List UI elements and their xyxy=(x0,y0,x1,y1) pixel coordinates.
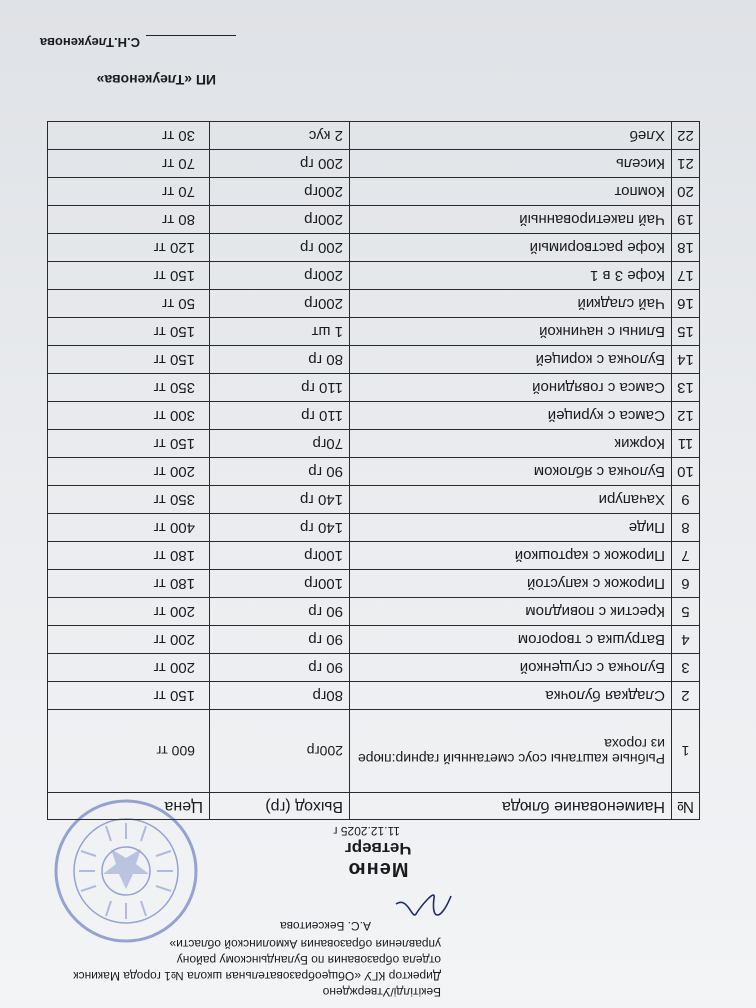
row-number: 5 xyxy=(672,598,700,626)
row-number: 1 xyxy=(672,710,700,793)
table-row xyxy=(48,430,700,458)
dish-name: Самса с курицей xyxy=(350,402,672,430)
dish-price: 150 тг xyxy=(48,346,210,374)
header-number: № xyxy=(672,793,700,820)
dish-weight: 200гр xyxy=(210,710,350,793)
approval-heading: Бекітілді/Утверждено xyxy=(322,985,441,999)
table-row xyxy=(48,626,700,654)
signature-blank xyxy=(146,35,236,36)
dish-price: 400 тг xyxy=(48,514,210,542)
dish-price: 120 тг xyxy=(48,234,210,262)
approval-administration: управления образования Акмолинской области» xyxy=(169,937,441,951)
dish-name: Пирожок с картошкой xyxy=(350,542,672,570)
row-number: 12 xyxy=(672,402,700,430)
dish-weight: 200гр xyxy=(210,178,350,206)
dish-name: Рыбные каштаны соус сметанный гарнир:пюре из гороха xyxy=(350,710,672,793)
signature-scribble-icon xyxy=(386,886,456,926)
dish-weight: 140 гр xyxy=(210,514,350,542)
table-row xyxy=(48,346,700,374)
row-number: 11 xyxy=(672,430,700,458)
dish-weight: 110 гр xyxy=(210,374,350,402)
dish-name: Булочка с корицей xyxy=(350,346,672,374)
row-number: 16 xyxy=(672,290,700,318)
dish-name: Хачапури xyxy=(350,486,672,514)
dish-weight: 100гр xyxy=(210,570,350,598)
row-number: 14 xyxy=(672,346,700,374)
dish-name: Крестик с повидлом xyxy=(350,598,672,626)
table-row xyxy=(48,122,700,150)
row-number: 7 xyxy=(672,542,700,570)
dish-price: 350 тг xyxy=(48,374,210,402)
menu-day: Четверг xyxy=(344,839,412,858)
table-row xyxy=(48,178,700,206)
table-row xyxy=(48,374,700,402)
row-number: 6 xyxy=(672,570,700,598)
dish-weight: 80гр xyxy=(210,682,350,710)
dish-price: 150 тг xyxy=(48,318,210,346)
dish-name: Булочка с сгущенкой xyxy=(350,654,672,682)
dish-name: Компот xyxy=(350,178,672,206)
dish-weight: 70гр xyxy=(210,430,350,458)
approval-department: отдела образования по Буландынскому району xyxy=(176,953,441,967)
dish-weight: 140 гр xyxy=(210,486,350,514)
dish-name: Чай пакетированный xyxy=(350,206,672,234)
dish-weight: 90 гр xyxy=(210,598,350,626)
row-number: 2 xyxy=(672,682,700,710)
table-row xyxy=(48,318,700,346)
table-row xyxy=(48,150,700,178)
table-row xyxy=(48,514,700,542)
dish-name: Пирожок с капустой xyxy=(350,570,672,598)
dish-price: 180 тг xyxy=(48,542,210,570)
dish-price: 600 тг xyxy=(48,710,210,793)
dish-name: Пиде xyxy=(350,514,672,542)
table-row xyxy=(48,234,700,262)
row-number: 3 xyxy=(672,654,700,682)
dish-weight: 90 гр xyxy=(210,654,350,682)
table-header-row xyxy=(48,793,700,820)
table-row xyxy=(48,290,700,318)
dish-price: 70 тг xyxy=(48,178,210,206)
owner-signature-line xyxy=(40,35,236,50)
approval-director: Директор КГУ «Общеобразовательная школа №1 города Макинск xyxy=(73,969,441,983)
dish-name: Сладкая булочка xyxy=(350,682,672,710)
dish-name: Самса с говядиной xyxy=(350,374,672,402)
dish-name: Кофе растворимый xyxy=(350,234,672,262)
table-row xyxy=(48,682,700,710)
owner-name: ИП «Тлеукенова» xyxy=(96,72,216,88)
row-number: 18 xyxy=(672,234,700,262)
row-number: 8 xyxy=(672,514,700,542)
dish-weight: 2 кус xyxy=(210,122,350,150)
header-weight: Выход (гр) xyxy=(210,793,350,820)
menu-table xyxy=(47,121,700,820)
dish-weight: 200гр xyxy=(210,262,350,290)
dish-price: 200 тг xyxy=(48,626,210,654)
dish-name: Ватрушка с творогом xyxy=(350,626,672,654)
dish-price: 150 тг xyxy=(48,430,210,458)
header-price: Цена xyxy=(48,793,210,820)
dish-name: Чай сладкий xyxy=(350,290,672,318)
dish-price: 200 тг xyxy=(48,598,210,626)
dish-weight: 110 гр xyxy=(210,402,350,430)
table-row xyxy=(48,542,700,570)
row-number: 10 xyxy=(672,458,700,486)
table-row xyxy=(48,458,700,486)
row-number: 21 xyxy=(672,150,700,178)
dish-weight: 80 гр xyxy=(210,346,350,374)
dish-price: 150 тг xyxy=(48,262,210,290)
dish-weight: 200гр xyxy=(210,290,350,318)
menu-title: Меню xyxy=(347,858,409,880)
table-row xyxy=(48,570,700,598)
dish-price: 300 тг xyxy=(48,402,210,430)
dish-price: 200 тг xyxy=(48,654,210,682)
table-row xyxy=(48,710,700,793)
dish-weight: 90 гр xyxy=(210,626,350,654)
dish-weight: 200гр xyxy=(210,206,350,234)
dish-price: 70 тг xyxy=(48,150,210,178)
dish-name: Блины с начинкой xyxy=(350,318,672,346)
owner-signature-name: С.Н.Тлеукенова xyxy=(39,35,140,50)
row-number: 22 xyxy=(672,122,700,150)
dish-price: 350 тг xyxy=(48,486,210,514)
dish-weight: 100гр xyxy=(210,542,350,570)
table-row xyxy=(48,206,700,234)
dish-weight: 200 гр xyxy=(210,150,350,178)
table-row xyxy=(48,486,700,514)
dish-price: 180 тг xyxy=(48,570,210,598)
menu-date: 11.12.2025 г xyxy=(333,824,400,838)
row-number: 4 xyxy=(672,626,700,654)
row-number: 17 xyxy=(672,262,700,290)
table-row xyxy=(48,262,700,290)
table-row xyxy=(48,654,700,682)
dish-name: Коржик xyxy=(350,430,672,458)
row-number: 13 xyxy=(672,374,700,402)
dish-weight: 200 гр xyxy=(210,234,350,262)
dish-name: Кисель xyxy=(350,150,672,178)
dish-weight: 1 шт xyxy=(210,318,350,346)
table-row xyxy=(48,402,700,430)
header-dish-name: Наименование блюда xyxy=(350,793,672,820)
dish-price: 50 тг xyxy=(48,290,210,318)
row-number: 15 xyxy=(672,318,700,346)
row-number: 20 xyxy=(672,178,700,206)
row-number: 9 xyxy=(672,486,700,514)
dish-weight: 90 гр xyxy=(210,458,350,486)
table-row xyxy=(48,598,700,626)
dish-price: 30 тг xyxy=(48,122,210,150)
dish-name: Булочка с яблоком xyxy=(350,458,672,486)
row-number: 19 xyxy=(672,206,700,234)
dish-price: 200 тг xyxy=(48,458,210,486)
approval-signatory: А.С. Бексеитова xyxy=(280,919,371,933)
dish-name: Кофе 3 в 1 xyxy=(350,262,672,290)
dish-price: 80 тг xyxy=(48,206,210,234)
dish-price: 150 тг xyxy=(48,682,210,710)
dish-name: Хлеб xyxy=(350,122,672,150)
